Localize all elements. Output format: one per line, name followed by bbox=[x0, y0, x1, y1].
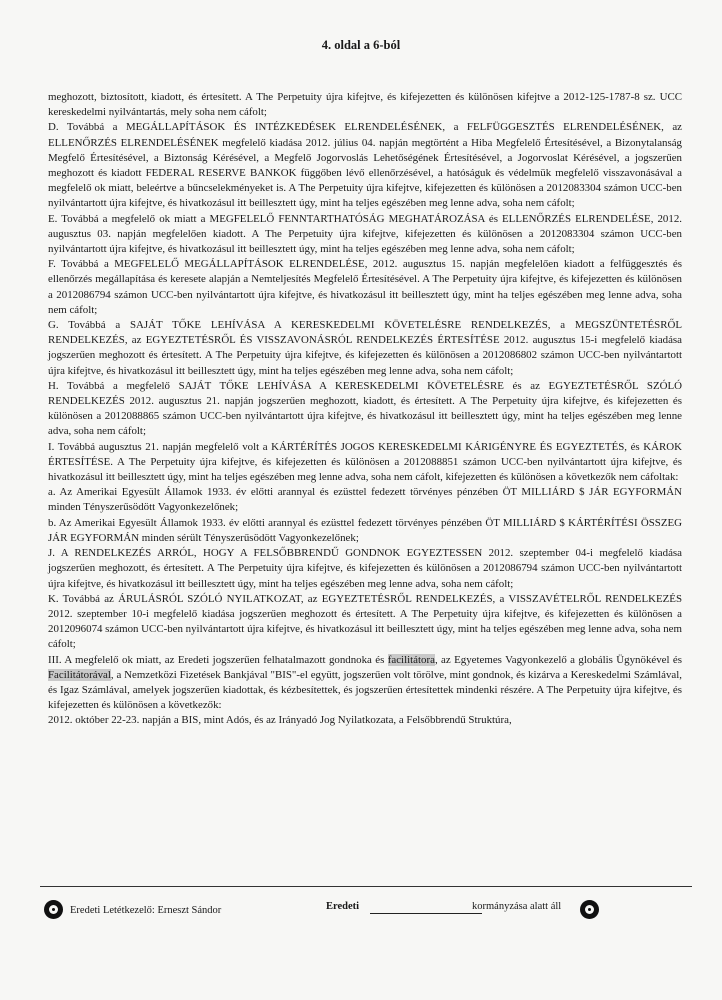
seal-icon-right bbox=[580, 900, 599, 919]
footer-governance: kormányzása alatt áll bbox=[472, 901, 562, 912]
paragraph-iii-text-3: , a Nemzetközi Fizetések Bankjával "BIS"-el együtt, jogszerűen volt törölve, mint gondnok, és kizárva a Kereskedelmi Számlával, és Igaz Számlával, amelyek jogszerűen kiadottak, és kézbesítettek, és jogszerűen értesítettek mindenki részére. A The Perpetuity újra kifejtve, és kifejezetten és különösen a következők: bbox=[48, 668, 682, 712]
footer-original-label: Eredeti bbox=[326, 901, 360, 912]
page-number-header: 4. oldal a 6-ból bbox=[321, 38, 401, 52]
seal-icon bbox=[44, 900, 63, 919]
highlighted-word-facilitator: facilitátora bbox=[387, 653, 435, 666]
paragraph-i: I. Továbbá augusztus 21. napján megfelelő volt a KÁRTÉRÍTÉS JOGOS KERESKEDELMI KÁRIGÉNYRE ÉS EGYEZTETÉS, és KÁROK ÉRTESÍTÉSE. A The Perpetuity újra kifejtve, és kifejezetten és különösen a 2012088851 számon UCC-ben nyilvántartott újra kifejtve, és hivatkozásul itt beillesztett úgy, mint ha teljes egészében meg lenne adva, soha nem cáfolt, kifejezetten és különösen a következők nem cáfoltak: bbox=[48, 440, 682, 484]
document-body bbox=[48, 90, 682, 729]
highlighted-word-facilitator-2: Facilitátorával bbox=[48, 668, 111, 681]
paragraph-h: H. Továbbá a megfelelő SAJÁT TŐKE LEHÍVÁSA A KERESKEDELMI KÖVETELÉSRE és az EGYEZTETÉSRŐL SZÓLÓ RENDELKEZÉS 2012. augusztus 21. napján jogszerűen meghozott, kiadott, és értesített. A The Perpetuity újra kifejtve, és kifejezetten és különösen a 2012088865 számon UCC-ben nyilvántartott újra kifejtve, és hivatkozásul itt beillesztett úgy, mint ha teljes egészében meg lenne adva, soha nem cáfolt; bbox=[48, 379, 682, 438]
paragraph-last-line: 2012. október 22-23. napján a BIS, mint Adós, és az Irányadó Jog Nyilatkozata, a Felsőbbrendű Struktúra, bbox=[48, 714, 512, 727]
paragraph-k: K. Továbbá az ÁRULÁSRÓL SZÓLÓ NYILATKOZAT, az EGYEZTETÉSRŐL RENDELKEZÉS, a VISSZAVÉTELRŐL RENDELKEZÉS 2012. szeptember 10-i megfelelő kiadása jogszerűen meghozott és értesített. A The Perpetuity újra kifejtve, és kifejezetten és különösen a 2012096074 számon UCC-ben nyilvántartott újra kifejtve, és hivatkozásul itt beillesztett úgy, mint ha teljes egészében meg lenne adva, soha nem cáfolt; bbox=[48, 592, 682, 651]
paragraph-i-a: a. Az Amerikai Egyesült Államok 1933. év előtti arannyal és ezüsttel fedezett törvényes pénzében ÖT MILLIÁRD $ JÁR EGYFORMÁN minden Tényszerűsödött Vagyonkezelőnek; bbox=[48, 486, 682, 514]
page-footer bbox=[44, 900, 684, 924]
paragraph-continuation: meghozott, biztosított, kiadott, és értesített. A The Perpetuity újra kifejtve, és kifejezetten és különösen kifejtve a 2012-125-1787-8 sz. UCC kereskedelmi nyilvántartás, mely soha nem cáfolt; bbox=[48, 91, 682, 119]
paragraph-e: E. Továbbá a megfelelő ok miatt a MEGFELELŐ FENNTARTHATÓSÁG MEGHATÁROZÁSA és ELLENŐRZÉS ELRENDELÉSE, 2012. augusztus 03. napján megfelelően kiadott. A The Perpetuity újra kifejtve, kifejezetten és különösen a 2012083304 számon UCC-ben nyilvántartott újra kifejtve, és hivatkozásul itt beillesztett úgy, mint ha teljes egészében meg lenne adva, soha nem cáfolt; bbox=[48, 212, 682, 256]
paragraph-iii bbox=[48, 653, 682, 714]
paragraph-i-b: b. Az Amerikai Egyesült Államok 1933. év előtti arannyal és ezüsttel fedezett törvényes pénzében ÖT MILLIÁRD $ KÁRTÉRÍTÉSI ÖSSZEG JÁR EGYFORMÁN minden sérült Tényszerűsödött Vagyonkezelőnek; bbox=[48, 516, 682, 544]
paragraph-j: J. A RENDELKEZÉS ARRÓL, HOGY A FELSŐBBRENDŰ GONDNOK EGYEZTESSEN 2012. szeptember 04-i megfelelő kiadása jogszerűen meghozott, és értesített. A The Perpetuity újra kifejtve, és kifejezetten és különösen a 2012086794 számon UCC-ben nyilvántartott újra kifejtve, és hivatkozásul itt beillesztett úgy, mint ha teljes egészében meg lenne adva, soha nem cáfolt; bbox=[48, 547, 682, 590]
footer-custodian: Eredeti Letétkezelő: Erneszt Sándor bbox=[70, 905, 222, 916]
footer-divider bbox=[40, 886, 692, 887]
paragraph-f: F. Továbbá a MEGFELELŐ MEGÁLLAPÍTÁSOK ELRENDELÉSE, 2012. augusztus 15. napján megfelelően kiadott a felfüggesztés és ellenőrzés megállapítása és keresete alapján a Nemteljesítés Megfelelő Értesítésével. A The Perpetuity újra kifejtve, és kifejezetten és különösen a 2012086794 számon UCC-ben nyilvántartott újra kifejtve, és hivatkozásul itt beillesztett úgy, mint ha teljes egészében meg lenne adva, soha nem cáfolt; bbox=[48, 258, 682, 316]
paragraph-iii-text-2: , az Egyetemes Vagyonkezelő a globális Ügynökével és bbox=[434, 653, 682, 666]
bleed-through-text-top bbox=[60, 64, 662, 76]
paragraph-iii-text-1: III. A megfelelő ok miatt, az Eredeti jogszerűen felhatalmazott gondnoka és bbox=[48, 653, 388, 666]
paragraph-d: D. Továbbá a MEGÁLLAPÍTÁSOK ÉS INTÉZKEDÉSEK ELRENDELÉSÉNEK, a FELFÜGGESZTÉS ELRENDELÉSÉNEK, az ELLENŐRZÉS ELRENDELÉSÉNEK megfelelő kiadása 2012. július 04. napján megtörtént a Hiba Megfelelő Értesítésével, a Bizonytalanság Megfelő Értesítésével, a Biztonság Kérésével, a Megfelő Jogorvoslás Lehetőségének Értesítésével, a Jogorvoslat Kérésével, a jogszerűen meghozott és kiadott FEDERAL RESERVE BANKOK függőben lévő ellenőrzésével, a hatóságuk és védelmük megfelelő visszavonásával a megfelelő ok miatt, beleértve a bűncselekményeket is. A The Perpetuity újra kifejtve, kifejezetten és különösen a 2012083304 számon UCC-ben nyilvántartott újra kifejtve, és hivatkozásul itt beillesztett úgy, mint ha teljes egészében meg lenne adva, soha nem cáfolt; bbox=[48, 121, 682, 210]
paragraph-g: G. Továbbá a SAJÁT TŐKE LEHÍVÁSA A KERESKEDELMI KÖVETELÉSRE RENDELKEZÉS, a MEGSZÜNTETÉSRŐL RENDELKEZÉS, az EGYEZTETÉSRŐL ÉS VISSZAVONÁSRÓL RENDELKEZÉS ÉRTESÍTÉSE 2012. augusztus 15-i megfelelő kiadása jogszerűen meghozott és értesített. A The Perpetuity újra kifejtve, és kifejezetten és különösen a 2012086802 számon UCC-ben nyilvántartott újra kifejtve, és hivatkozásul itt beillesztett úgy, mint ha teljes egészében meg lenne adva, soha nem cáfolt; bbox=[48, 319, 682, 377]
footer-signature-blank bbox=[370, 913, 482, 914]
